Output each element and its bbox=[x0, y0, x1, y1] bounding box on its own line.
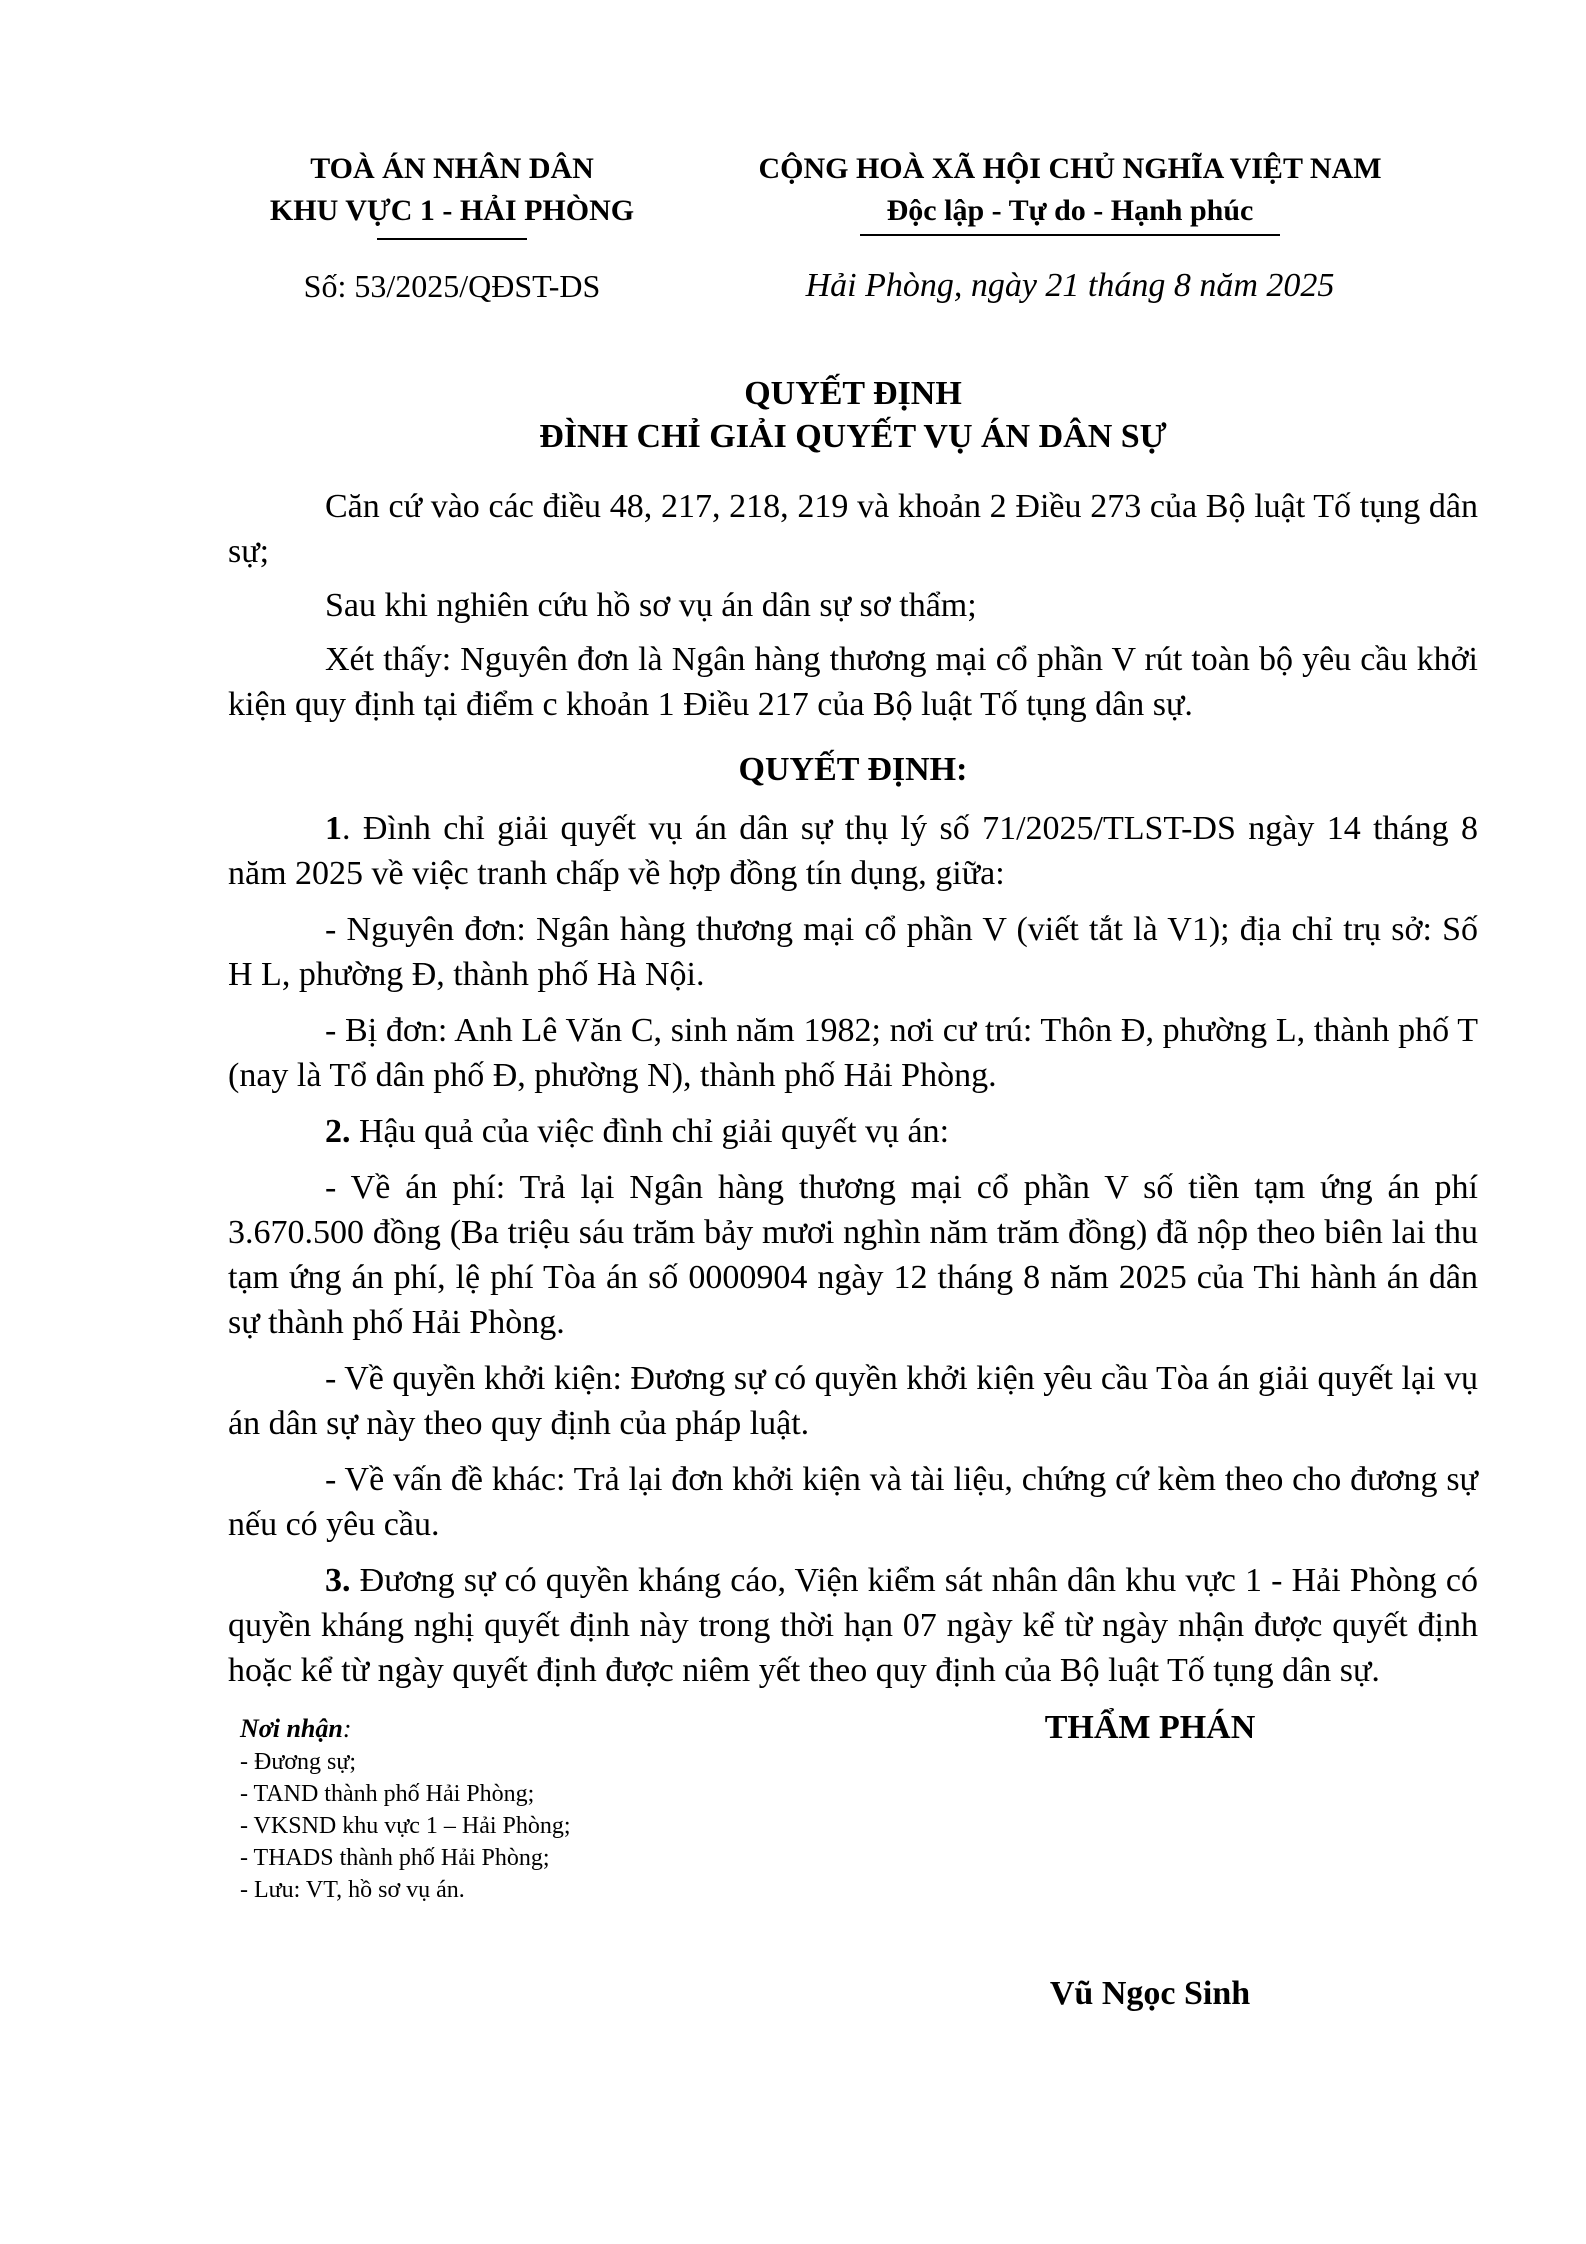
document-subtitle: ĐÌNH CHỈ GIẢI QUYẾT VỤ ÁN DÂN SỰ bbox=[539, 418, 1167, 455]
item-1-text: . Đình chỉ giải quyết vụ án dân sự thụ lý số 71/2025/TLST-DS ngày 14 tháng 8 năm 2025 về việc tranh chấp về hợp đồng tín dụng, giữa: bbox=[228, 810, 1478, 892]
recipient-item: - VKSND khu vực 1 – Hải Phòng; bbox=[240, 1813, 571, 1839]
decision-item-3 bbox=[228, 1558, 1478, 1693]
defendant-info: - Bị đơn: Anh Lê Văn C, sinh năm 1982; nơi cư trú: Thôn Đ, phường L, thành phố T (nay là Tổ dân phố Đ, phường N), thành phố Hải Phòng. bbox=[228, 1012, 1478, 1094]
decision-heading: QUYẾT ĐỊNH: bbox=[738, 751, 968, 788]
item-1-number: 1 bbox=[325, 810, 342, 847]
right-to-sue-paragraph: - Về quyền khởi kiện: Đương sự có quyền khởi kiện yêu cầu Tòa án giải quyết lại vụ án dân sự này theo quy định của pháp luật. bbox=[228, 1360, 1478, 1442]
recipients-title-text: Nơi nhận bbox=[240, 1714, 343, 1743]
national-motto: Độc lập - Tự do - Hạnh phúc bbox=[886, 194, 1254, 227]
preamble-consideration: Xét thấy: Nguyên đơn là Ngân hàng thương mại cổ phần V rút toàn bộ yêu cầu khởi kiện quy định tại điểm c khoản 1 Điều 217 của Bộ luật Tố tụng dân sự. bbox=[228, 641, 1478, 723]
item-2-text: Hậu quả của việc đình chỉ giải quyết vụ án: bbox=[350, 1113, 950, 1150]
decision-body bbox=[228, 806, 1478, 1704]
preamble bbox=[228, 484, 1478, 727]
court-name-line1: TOÀ ÁN NHÂN DÂN bbox=[310, 152, 594, 185]
item-3-number: 3. bbox=[325, 1562, 351, 1599]
court-header-underline bbox=[377, 238, 527, 240]
plaintiff-info: - Nguyên đơn: Ngân hàng thương mại cổ phần V (viết tắt là V1); địa chỉ trụ sở: Số H L, phường Đ, thành phố Hà Nội. bbox=[228, 911, 1478, 993]
preamble-legal-basis: Căn cứ vào các điều 48, 217, 218, 219 và khoản 2 Điều 273 của Bộ luật Tố tụng dân sự; bbox=[228, 488, 1478, 570]
other-matters-paragraph: - Về vấn đề khác: Trả lại đơn khởi kiện và tài liệu, chứng cứ kèm theo cho đương sự nếu có yêu cầu. bbox=[228, 1461, 1478, 1543]
decision-item-1 bbox=[228, 806, 1478, 896]
national-name: CỘNG HOÀ XÃ HỘI CHỦ NGHĨA VIỆT NAM bbox=[758, 152, 1382, 185]
court-header bbox=[212, 148, 692, 240]
court-name-line2: KHU VỰC 1 - HẢI PHÒNG bbox=[269, 194, 635, 227]
recipient-item: - TAND thành phố Hải Phòng; bbox=[240, 1781, 535, 1807]
signer-name: Vũ Ngọc Sinh bbox=[1049, 1975, 1251, 2012]
recipient-item: - Lưu: VT, hồ sơ vụ án. bbox=[240, 1877, 465, 1903]
document-date: Hải Phòng, ngày 21 tháng 8 năm 2025 bbox=[805, 267, 1335, 304]
document-title: QUYẾT ĐỊNH bbox=[744, 375, 962, 412]
recipients-title bbox=[240, 1712, 571, 1746]
national-header bbox=[710, 148, 1430, 236]
motto-underline bbox=[860, 234, 1280, 236]
item-3-text: Đương sự có quyền kháng cáo, Viện kiểm sát nhân dân khu vực 1 - Hải Phòng có quyền kháng nghị quyết định này trong thời hạn 07 ngày kể từ ngày nhận được quyết định hoặc kể từ ngày quyết định được niêm yết theo quy định của Bộ luật Tố tụng dân sự. bbox=[228, 1562, 1478, 1689]
court-fee-paragraph: - Về án phí: Trả lại Ngân hàng thương mại cổ phần V số tiền tạm ứng án phí 3.670.500 đồng (Ba triệu sáu trăm bảy mươi nghìn năm trăm đồng) đã nộp theo biên lai thu tạm ứng án phí, lệ phí Tòa án số 0000904 ngày 12 tháng 8 năm 2025 của Thi hành án dân sự thành phố Hải Phòng. bbox=[228, 1169, 1478, 1341]
recipients-block bbox=[240, 1712, 571, 1906]
recipient-item: - Đương sự; bbox=[240, 1749, 357, 1775]
signer-title: THẨM PHÁN bbox=[1044, 1709, 1256, 1746]
recipient-item: - THADS thành phố Hải Phòng; bbox=[240, 1845, 550, 1871]
preamble-review: Sau khi nghiên cứu hồ sơ vụ án dân sự sơ thẩm; bbox=[325, 587, 977, 624]
decision-item-2 bbox=[228, 1109, 1478, 1154]
document-number: Số: 53/2025/QĐST-DS bbox=[303, 268, 601, 304]
item-2-number: 2. bbox=[325, 1113, 351, 1150]
recipients-title-colon: : bbox=[342, 1714, 352, 1743]
